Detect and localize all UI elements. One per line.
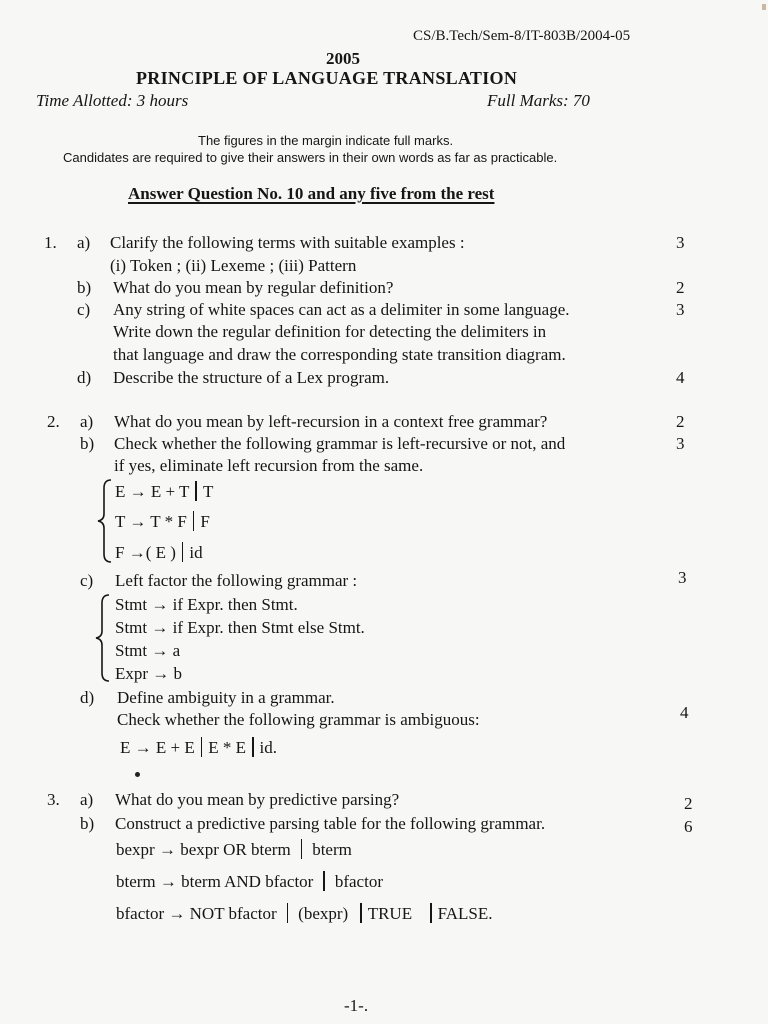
full-marks: Full Marks: 70 bbox=[487, 91, 590, 110]
q2d-label: d) bbox=[80, 688, 95, 707]
margin-note: The figures in the margin indicate full marks. bbox=[198, 133, 454, 148]
q2c-rule-4: Expr → b bbox=[115, 664, 183, 683]
paper-title: PRINCIPLE OF LANGUAGE TRANSLATION bbox=[136, 68, 518, 88]
q1b-text: What do you mean by regular definition? bbox=[113, 278, 394, 297]
q1b-label: b) bbox=[77, 278, 92, 297]
q2b-rule-e bbox=[115, 481, 213, 502]
q1-number: 1. bbox=[44, 233, 57, 252]
q2b-line2: if yes, eliminate left recursion from the same. bbox=[114, 456, 424, 475]
q1d-label: d) bbox=[77, 368, 92, 387]
course-code: CS/B.Tech/Sem-8/IT-803B/2004-05 bbox=[413, 28, 631, 44]
q1a-subitems: (i) Token ; (ii) Lexeme ; (iii) Pattern bbox=[110, 256, 357, 275]
q2c-grammar-brace bbox=[94, 593, 112, 683]
q3b-rule-bexpr-lhs: bexpr → bexpr OR bterm bbox=[116, 840, 291, 859]
q1c-line1: Any string of white spaces can act as a delimiter in some language. bbox=[113, 300, 570, 319]
q2c-label: c) bbox=[80, 571, 94, 590]
candidate-note: Candidates are required to give their answers in their own words as far as practicable. bbox=[63, 150, 558, 165]
exam-year: 2005 bbox=[326, 49, 360, 68]
q2d-grammar bbox=[120, 737, 277, 758]
time-allotted: Time Allotted: 3 hours bbox=[36, 91, 189, 110]
q1c-line2: Write down the regular definition for detecting the delimiters in bbox=[113, 322, 547, 341]
q2b-rule-f bbox=[115, 542, 203, 563]
q1a-text: Clarify the following terms with suitable examples : bbox=[110, 233, 465, 252]
q2b-marks: 3 bbox=[676, 434, 685, 453]
scan-edge-mark bbox=[762, 4, 766, 10]
q2b-grammar-brace bbox=[96, 478, 114, 564]
q3-number: 3. bbox=[47, 790, 60, 809]
q1c-label: c) bbox=[77, 300, 91, 319]
q3b-rule-bexpr bbox=[116, 839, 352, 860]
q1c-marks: 3 bbox=[676, 300, 685, 319]
q3b-marks: 6 bbox=[684, 817, 693, 836]
q2d-marks: 4 bbox=[680, 703, 689, 722]
q2a-label: a) bbox=[80, 412, 94, 431]
q1b-marks: 2 bbox=[676, 278, 685, 297]
q2b-rule-f-lhs: F →( E ) bbox=[115, 543, 176, 562]
q3b-rule-bfactor-alt3: FALSE. bbox=[437, 904, 493, 923]
q2c-rule-1: Stmt → if Expr. then Stmt. bbox=[115, 595, 298, 614]
q3b-label: b) bbox=[80, 814, 95, 833]
q2b-rule-t-alt: F bbox=[200, 512, 210, 531]
q2b-rule-f-alt: id bbox=[189, 543, 203, 562]
q3b-rule-bfactor-lhs: bfactor → NOT bfactor bbox=[116, 904, 277, 923]
q1d-marks: 4 bbox=[676, 368, 685, 387]
q2c-marks: 3 bbox=[678, 568, 687, 587]
q3b-rule-bterm-alt: bfactor bbox=[334, 872, 383, 891]
q3b-text: Construct a predictive parsing table for the following grammar. bbox=[115, 814, 546, 833]
q2b-rule-e-alt: T bbox=[202, 482, 214, 501]
q2b-line1: Check whether the following grammar is left-recursive or not, and bbox=[114, 434, 566, 453]
q2c-text: Left factor the following grammar : bbox=[115, 571, 358, 590]
q2a-text: What do you mean by left-recursion in a context free grammar? bbox=[114, 412, 548, 431]
q1c-line3: that language and draw the corresponding state transition diagram. bbox=[113, 345, 566, 364]
q3b-rule-bfactor-alt2: TRUE bbox=[367, 904, 413, 923]
q1a-label: a) bbox=[77, 233, 91, 252]
q3b-rule-bfactor bbox=[116, 903, 493, 924]
q2c-rule-3: Stmt → a bbox=[115, 641, 181, 660]
q3b-rule-bterm-lhs: bterm → bterm AND bfactor bbox=[116, 872, 314, 891]
q2a-marks: 2 bbox=[676, 412, 685, 431]
q2c-rule-2: Stmt → if Expr. then Stmt else Stmt. bbox=[115, 618, 365, 637]
q2b-rule-t-lhs: T → T * F bbox=[115, 512, 187, 531]
answer-instruction: Answer Question No. 10 and any five from the rest bbox=[128, 184, 495, 203]
q2d-grammar-part3: id. bbox=[259, 738, 278, 757]
q3a-text: What do you mean by predictive parsing? bbox=[115, 790, 400, 809]
q2b-rule-t bbox=[115, 511, 210, 532]
q3b-rule-bfactor-alt1: (bexpr) bbox=[298, 904, 349, 923]
q1a-marks: 3 bbox=[676, 233, 685, 252]
q2b-label: b) bbox=[80, 434, 95, 453]
q1d-text: Describe the structure of a Lex program. bbox=[113, 368, 390, 387]
ink-speck bbox=[135, 772, 140, 777]
q2d-grammar-part2: E * E bbox=[208, 738, 247, 757]
page-number: -1-. bbox=[344, 996, 369, 1015]
q2d-grammar-part1: E → E + E bbox=[120, 738, 195, 757]
q3a-label: a) bbox=[80, 790, 94, 809]
q2d-line2: Check whether the following grammar is ambiguous: bbox=[117, 710, 480, 729]
q3b-rule-bterm bbox=[116, 871, 383, 892]
q3b-rule-bexpr-alt: bterm bbox=[312, 840, 352, 859]
q3a-marks: 2 bbox=[684, 794, 693, 813]
q2-number: 2. bbox=[47, 412, 60, 431]
q2d-line1: Define ambiguity in a grammar. bbox=[117, 688, 335, 707]
q2b-rule-e-lhs: E → E + T bbox=[115, 482, 190, 501]
